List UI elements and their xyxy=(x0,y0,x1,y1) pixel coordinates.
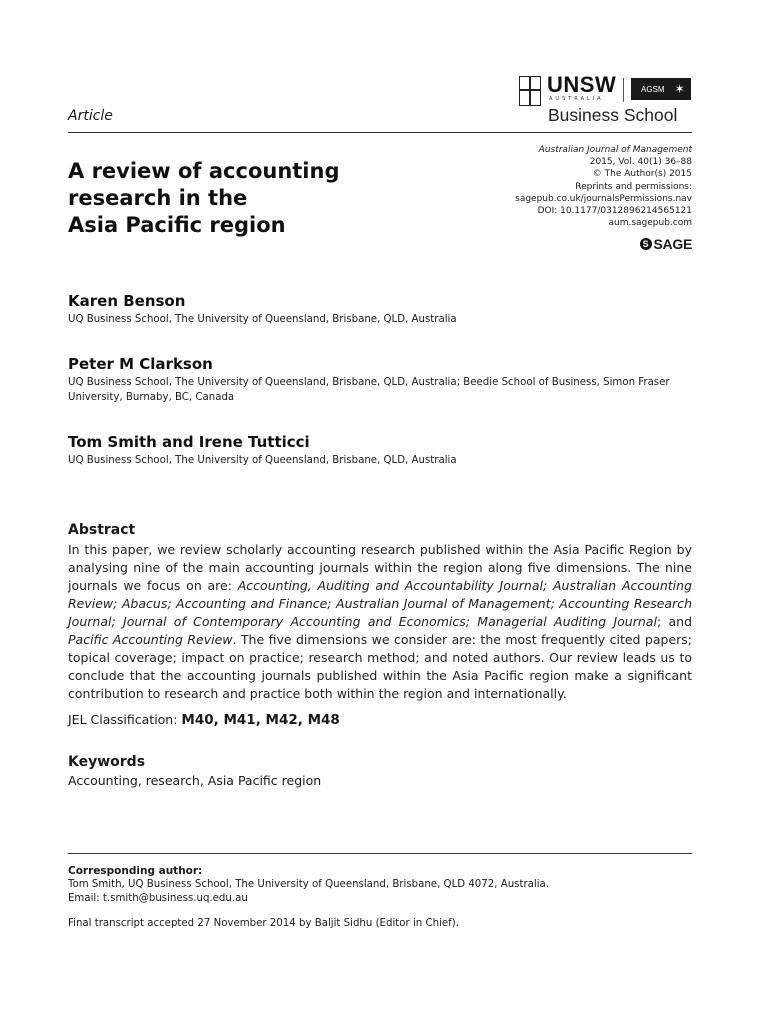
journal-site-link[interactable]: aum.sagepub.com xyxy=(608,218,692,229)
article-label: Article xyxy=(68,108,113,124)
keywords-list: Accounting, research, Asia Pacific region xyxy=(68,773,322,788)
corresponding-author-address: Tom Smith, UQ Business School, The University of Queensland, Brisbane, QLD 4072, Australia. xyxy=(68,879,550,890)
jel-label: JEL Classification: xyxy=(68,712,182,727)
unsw-business-school-logo xyxy=(519,74,695,126)
author-name: Peter M Clarkson xyxy=(68,355,213,373)
abstract-and: ; and xyxy=(656,614,693,629)
corresponding-author-details xyxy=(68,878,549,906)
logo-divider xyxy=(623,78,624,102)
logo-business-school: Business School xyxy=(548,105,678,125)
author-affiliation: UQ Business School, The University of Queensland, Brisbane, QLD, Australia xyxy=(68,314,457,325)
journal-name: Australian Journal of Management xyxy=(538,145,692,155)
abstract-last-journal: Pacific Accounting Review xyxy=(68,632,233,647)
jel-codes: M40, M41, M42, M48 xyxy=(181,712,340,728)
author-name: Tom Smith and Irene Tutticci xyxy=(68,433,310,451)
corresponding-author-email[interactable]: Email: t.smith@business.uq.edu.au xyxy=(68,893,248,904)
corresponding-author-heading: Corresponding author: xyxy=(68,865,203,877)
sage-text: SAGE xyxy=(653,236,692,252)
sage-logo xyxy=(640,236,692,252)
title-line-3: Asia Pacific region xyxy=(68,213,286,237)
header-rule xyxy=(68,132,692,133)
final-transcript-note: Final transcript accepted 27 November 2014 by Baljit Sidhu (Editor in Chief). xyxy=(68,918,459,929)
keywords-heading: Keywords xyxy=(68,754,146,770)
sage-circle-icon: S xyxy=(640,238,652,250)
title-line-2: research in the xyxy=(68,186,248,210)
crest-icon xyxy=(519,76,541,106)
abstract-text-2: . The five dimensions we consider are: the most frequently cited papers; topical coverage; impact on practice; research method; and noted authors. Our review leads us to conclude that the accounting journals published within the Asia Pacific region make a significant contribution to research and practice both within the region and internationally. xyxy=(68,632,692,701)
logo-australia: AUSTRALIA xyxy=(549,96,604,102)
author-affiliation: UQ Business School, The University of Queensland, Brisbane, QLD, Australia xyxy=(68,455,457,466)
journal-copyright: © The Author(s) 2015 xyxy=(592,169,692,180)
logo-agsm-text: AGSM xyxy=(641,84,665,94)
abstract-body xyxy=(68,541,692,703)
doi: DOI: 10.1177/0312896214565121 xyxy=(537,206,692,217)
journal-volume: 2015, Vol. 40(1) 36–88 xyxy=(589,157,692,168)
permissions-link[interactable]: sagepub.co.uk/journalsPermissions.nav xyxy=(515,193,692,204)
star-icon: ✶ xyxy=(674,82,685,96)
jel-classification xyxy=(68,712,340,728)
title-line-1: A review of accounting xyxy=(68,159,340,183)
abstract-heading: Abstract xyxy=(68,522,136,538)
logo-unsw: UNSW xyxy=(547,72,617,97)
journal-meta xyxy=(515,144,692,229)
abstract-text-1: In this paper, we review scholarly accounting research published within the Asia Pacific Region by analysing nine of the main accounting journals within the region along five dimensions. The nine journals we focus on are: xyxy=(68,542,692,593)
logo-agsm xyxy=(631,78,691,100)
author-affiliation: UQ Business School, The University of Queensland, Brisbane, QLD, Australia; Beedie School of Business, Simon Fraser University, Burnaby, BC, Canada xyxy=(68,377,670,403)
journal-reprints: Reprints and permissions: xyxy=(575,181,692,192)
abstract-journals: Accounting, Auditing and Accountability Journal; Australian Accounting Review; Abacus; Accounting and Finance; Australian Journal of Management; Accounting Research Journal; Journal of Contemporary Accounting and Economics; Managerial Auditing Journal xyxy=(68,578,693,629)
footer-rule xyxy=(68,853,692,854)
author-name: Karen Benson xyxy=(68,292,186,310)
paper-title xyxy=(68,158,428,239)
